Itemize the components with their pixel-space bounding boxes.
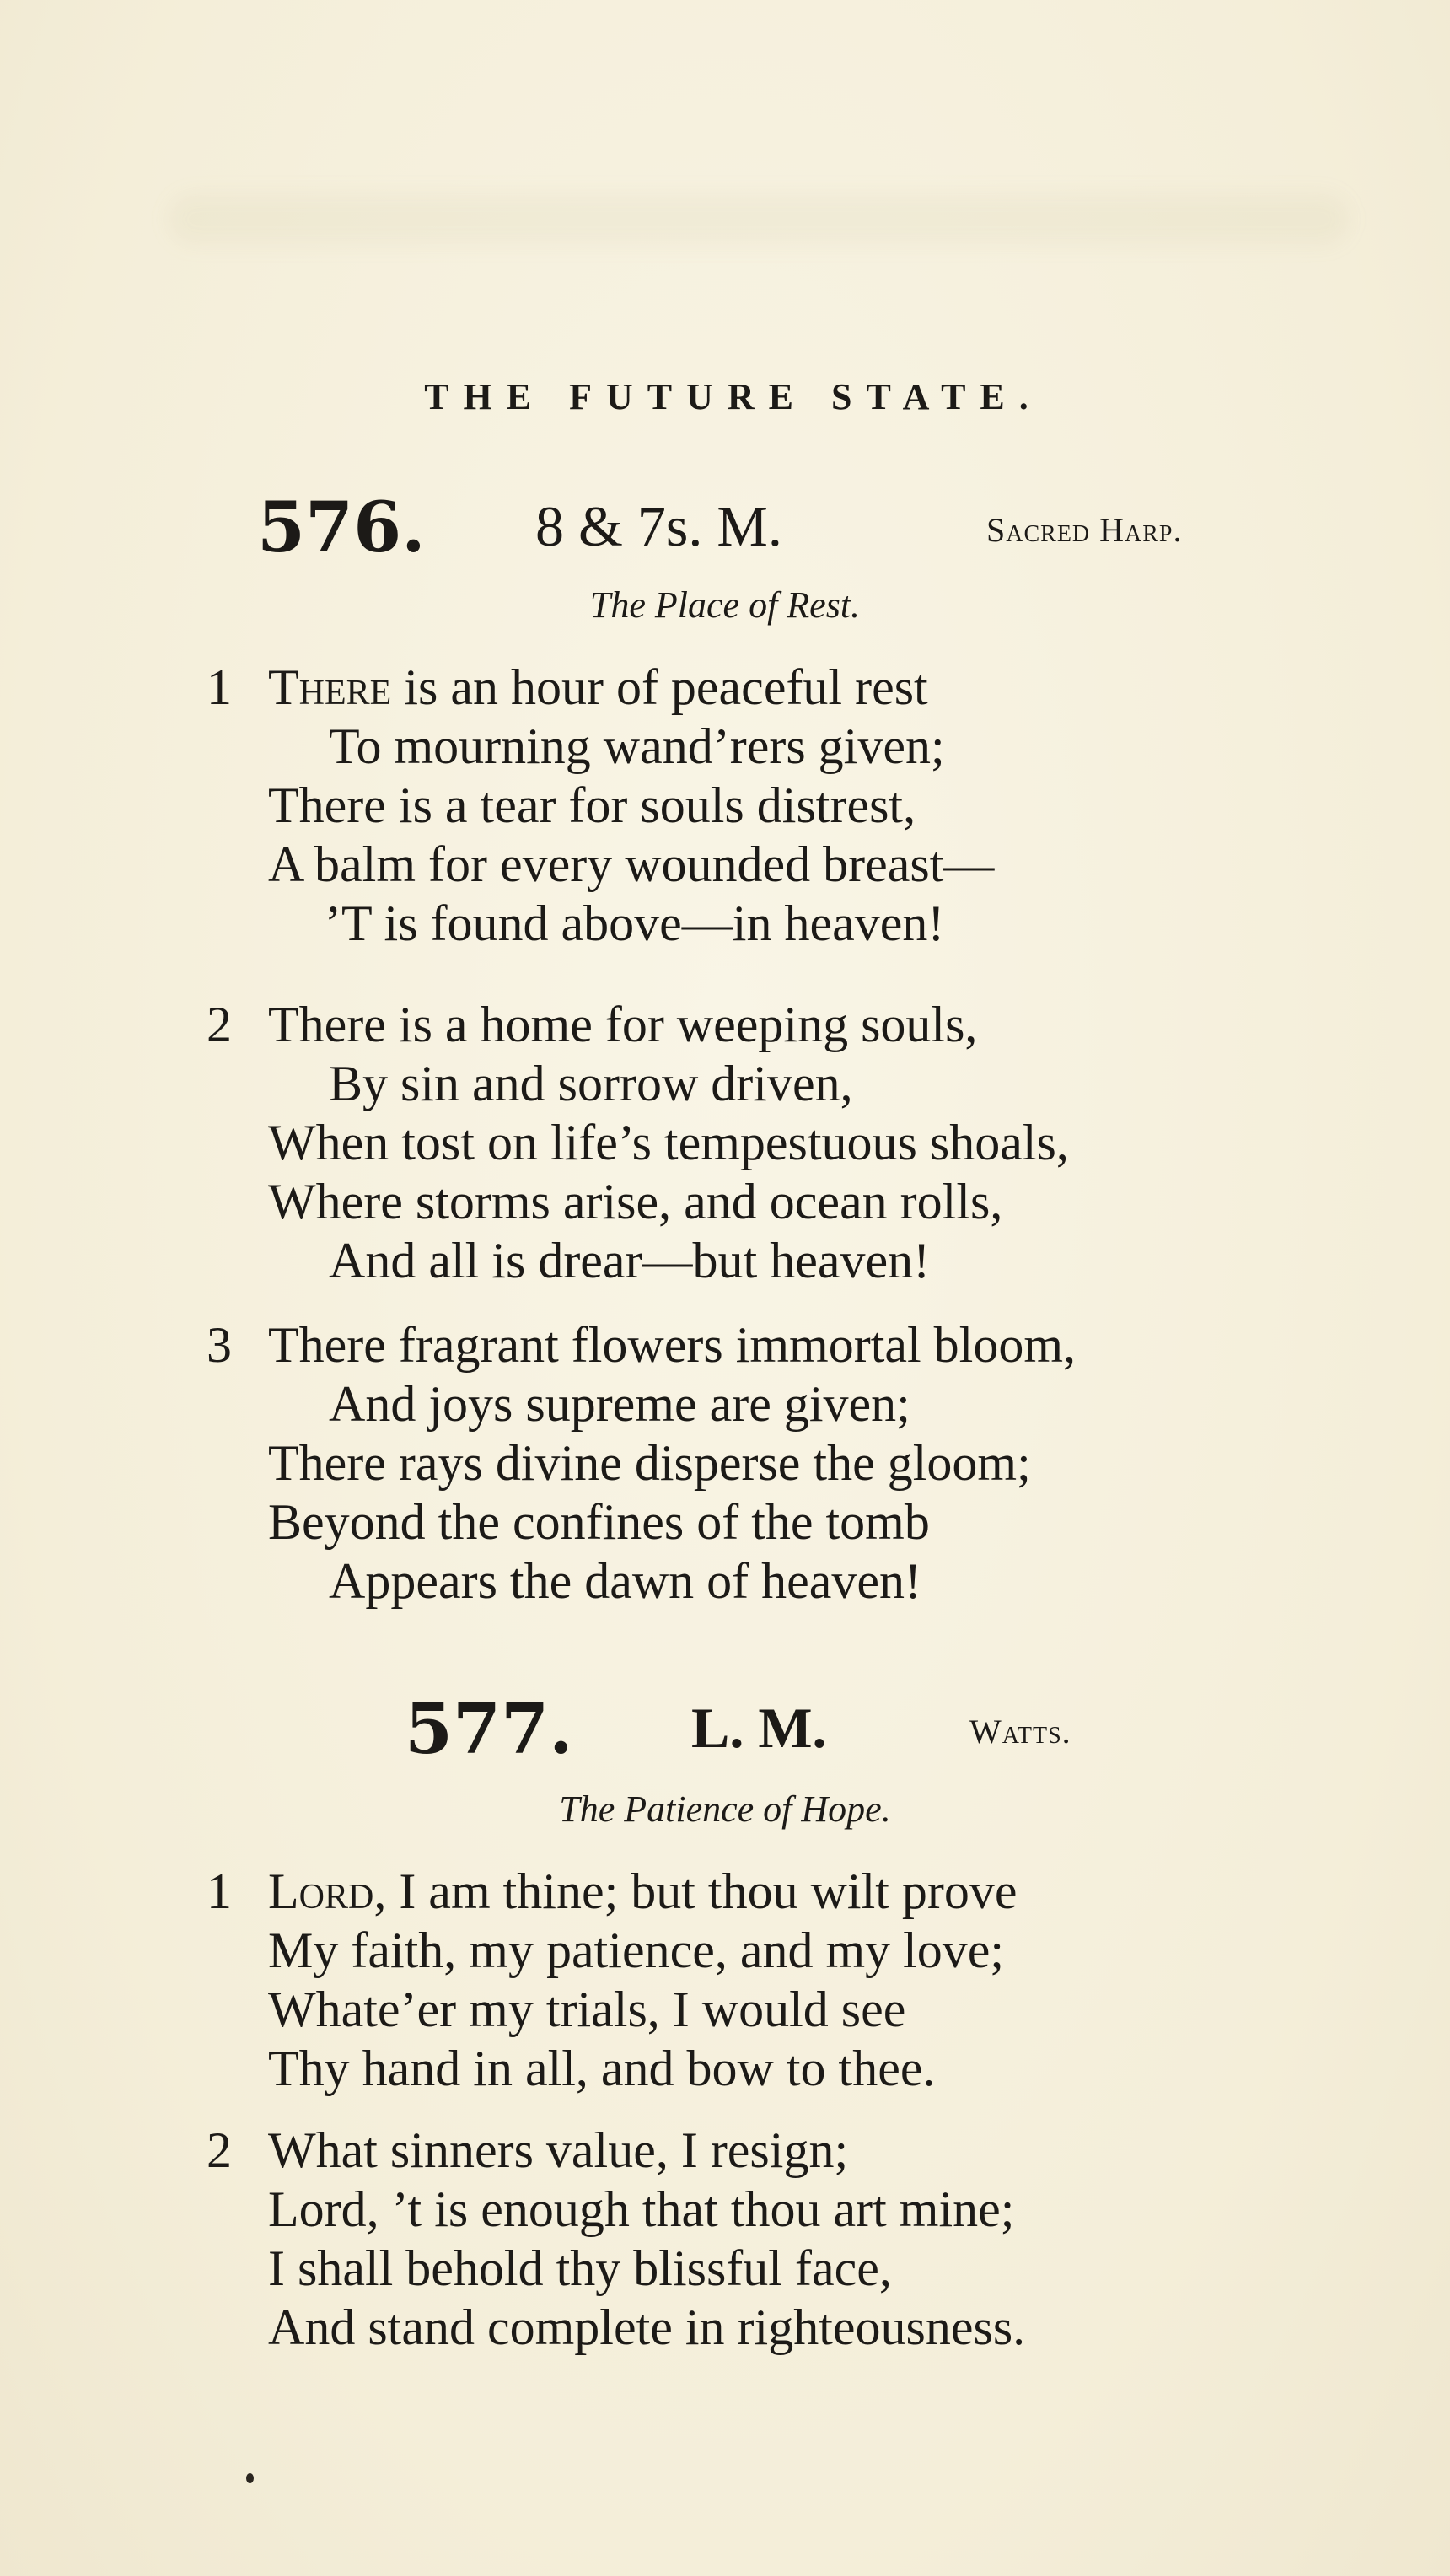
- verse-line-rest: , I am thine; but thou wilt prove: [373, 1863, 1018, 1919]
- verse-line: I shall behold thy blissful face,: [268, 2240, 892, 2296]
- verse-line: ’T is found above—in heaven!: [325, 895, 945, 951]
- meter-576: 8 & 7s. M.: [535, 494, 782, 558]
- tune-576: Sacred Harp.: [986, 511, 1183, 549]
- verse-line: There is a tear for souls distrest,: [268, 777, 916, 833]
- verse-line: And stand complete in righteousness.: [268, 2299, 1026, 2355]
- verse-lead-word: There: [268, 659, 392, 715]
- bleed-through-shadow: [169, 194, 1349, 245]
- verse-line: [268, 1863, 1018, 1919]
- hymn-number-577: 577.: [405, 1689, 573, 1770]
- stanza-number: 3: [207, 1317, 232, 1373]
- verse-line: When tost on life’s tempestuous shoals,: [268, 1115, 1069, 1170]
- stanza-number: 1: [207, 659, 232, 715]
- verse-line: There is a home for weeping souls,: [268, 997, 978, 1052]
- running-head: THE FUTURE STATE.: [424, 376, 1043, 417]
- hymn-title-576: The Place of Rest.: [589, 584, 861, 626]
- stanza-number: 2: [207, 2122, 232, 2178]
- hymn-number-576: 576.: [257, 487, 426, 568]
- stanza-number: 1: [207, 1863, 232, 1919]
- verse-line: There fragrant flowers immortal bloom,: [268, 1317, 1077, 1373]
- verse-line: Lord, ’t is enough that thou art mine;: [268, 2181, 1015, 2237]
- stanza-number: 2: [207, 997, 232, 1052]
- hymn-title-577: The Patience of Hope.: [559, 1788, 891, 1830]
- verse-line: Beyond the confines of the tomb: [268, 1494, 930, 1550]
- verse-line: By sin and sorrow driven,: [329, 1056, 853, 1111]
- verse-line: What sinners value, I resign;: [268, 2122, 849, 2178]
- verse-line: To mourning wand’rers given;: [329, 718, 945, 774]
- verse-line: And all is drear—but heaven!: [329, 1233, 931, 1288]
- meter-577: L. M.: [691, 1696, 827, 1760]
- verse-line: And joys supreme are given;: [329, 1376, 910, 1432]
- verse-line: Whate’er my trials, I would see: [268, 1982, 906, 2037]
- verse-line: Thy hand in all, and bow to thee.: [268, 2041, 936, 2096]
- verse-line: Appears the dawn of heaven!: [329, 1553, 922, 1609]
- verse-line: A balm for every wounded breast—: [268, 836, 995, 892]
- verse-line: Where storms arise, and ocean rolls,: [268, 1174, 1003, 1229]
- tune-577: Watts.: [969, 1713, 1071, 1750]
- ink-speck: [246, 2473, 254, 2483]
- verse-line-rest: is an hour of peaceful rest: [391, 659, 928, 715]
- verse-lead-word: Lord: [268, 1863, 374, 1919]
- verse-line: My faith, my patience, and my love;: [268, 1923, 1005, 1978]
- verse-line: There rays divine disperse the gloom;: [268, 1435, 1031, 1491]
- verse-line: [268, 659, 928, 715]
